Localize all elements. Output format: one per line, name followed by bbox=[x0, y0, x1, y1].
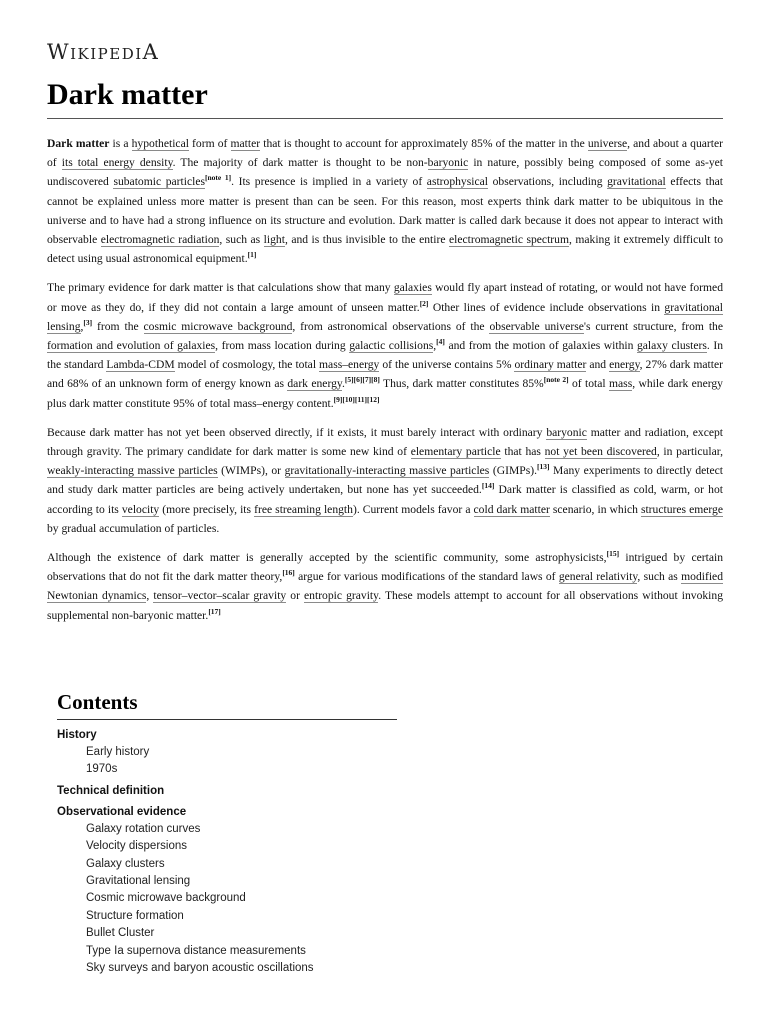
paragraph-3: Because dark matter has not yet been observed directly, if it exists, it must barely interact with ordinary baryonic matter and radiation, except through gravity. The primary candidate for dark matter is some new kind of elementary particle that has not yet been discovered, in particular, weakly-interacting massive particles (WIMPs), or gravitationally-interacting massive particles (GIMPs).[13] Many experiments to directly detect and study dark matter particles are being actively undertaken, but none has yet succeeded.[14] Dark matter is classified as cold, warm, or hot according to its velocity (more precisely, its free streaming length). Current models favor a cold dark matter scenario, in which structures emerge by gradual accumulation of particles. bbox=[47, 425, 724, 535]
link[interactable]: mass bbox=[609, 377, 633, 391]
toc-section-history[interactable] bbox=[57, 727, 397, 779]
toc-item[interactable]: Sky surveys and baryon acoustic oscillations bbox=[86, 962, 314, 975]
link[interactable]: general relativity bbox=[558, 570, 638, 584]
link[interactable]: galactic collisions bbox=[349, 339, 434, 353]
toc-list bbox=[57, 727, 397, 977]
link[interactable]: baryonic bbox=[546, 425, 587, 439]
link[interactable]: free streaming length bbox=[254, 502, 353, 516]
link[interactable]: galaxy clusters bbox=[636, 339, 707, 353]
link[interactable]: formation and evolution of galaxies bbox=[47, 339, 216, 353]
citation[interactable]: [3] bbox=[83, 317, 93, 327]
link[interactable]: structures emerge bbox=[640, 502, 723, 516]
paragraph-1: Dark matter is a hypothetical form of matter that is thought to account for approximately 85% of the matter in the universe, and about a quarter of its total energy density. The majority of dark matter is thought to be non-baryonic in nature, possibly being composed of some as-yet undiscovered subatomic particles[note 1]. Its presence is implied in a variety of astrophysical observations, including gravitational effects that cannot be explained unless more matter is present than can be seen. For this reason, most experts think dark matter to be ubiquitous in the universe and to have had a strong influence on its structure and evolution. Dark matter is called dark because it does not appear to interact with observable electromagnetic radiation, such as light, and is thus invisible to the entire electromagnetic spectrum, making it extremely difficult to detect using usual astronomical equipment.[1] bbox=[47, 137, 724, 266]
link[interactable]: tensor–vector–scalar gravity bbox=[153, 589, 287, 603]
toc-item[interactable]: Gravitational lensing bbox=[86, 875, 191, 888]
toc-item[interactable]: Velocity dispersions bbox=[86, 840, 187, 853]
table-of-contents bbox=[57, 690, 397, 977]
link[interactable]: gravitationally-interacting massive particles bbox=[284, 464, 490, 478]
link[interactable]: electromagnetic radiation bbox=[100, 233, 220, 247]
footnote[interactable]: [note 1] bbox=[204, 173, 232, 183]
link[interactable]: electromagnetic spectrum bbox=[448, 233, 569, 247]
link[interactable]: ordinary matter bbox=[514, 358, 587, 372]
citation[interactable]: [17] bbox=[208, 606, 221, 616]
link[interactable]: weakly-interacting massive particles bbox=[47, 464, 218, 478]
link[interactable]: gravitational lensing bbox=[47, 300, 723, 333]
toc-section-label[interactable]: Observational evidence bbox=[57, 805, 187, 818]
link[interactable]: universe bbox=[587, 137, 628, 150]
link[interactable]: Lambda-CDM bbox=[106, 358, 175, 372]
toc-item[interactable]: 1970s bbox=[86, 763, 118, 776]
paragraph-4: Although the existence of dark matter is generally accepted by the scientific community, some astrophysicists,[15] intrigued by certain observations that do not fit the dark matter theory,[16] argue for various modifications of the standard laws of general relativity, such as modified Newtonian dynamics, tensor–vector–scalar gravity or entropic gravity. These models attempt to account for all observations without invoking supplemental non-baryonic matter.[17] bbox=[47, 549, 723, 622]
toc-section-label[interactable]: Technical definition bbox=[57, 784, 165, 797]
logo-letters: IKIPEDI bbox=[70, 45, 143, 63]
paragraph-2: The primary evidence for dark matter is that calculations show that many galaxies would fly apart instead of rotating, or would not have formed or move as they do, if they did not contain a large amount of unseen matter.[2] Other lines of evidence include observations in gravitational lensing,[3] from the cosmic microwave background, from astronomical observations of the observable universe's current structure, from the formation and evolution of galaxies, from mass location during galactic collisions,[4] and from the motion of galaxies within galaxy clusters. In the standard Lambda-CDM model of cosmology, the total mass–energy of the universe contains 5% ordinary matter and energy, 27% dark matter and 68% of an unknown form of energy known as dark energy.[5][6][7][8] Thus, dark matter constitutes 85%[note 2] of total mass, while dark energy plus dark matter constitute 95% of total mass–energy content.[9][10][11][12] bbox=[47, 281, 723, 410]
logo-letter-w: W bbox=[47, 40, 71, 64]
page-title: Dark matter bbox=[47, 78, 208, 111]
link[interactable]: elementary particle bbox=[410, 445, 501, 459]
link[interactable]: velocity bbox=[121, 502, 160, 516]
link[interactable]: observable universe bbox=[489, 319, 584, 333]
citation[interactable]: [1] bbox=[247, 250, 257, 260]
link[interactable]: hypothetical bbox=[131, 137, 189, 150]
toc-section-technical-definition[interactable] bbox=[57, 783, 397, 800]
link[interactable]: subatomic particles bbox=[113, 175, 205, 189]
toc-item[interactable]: Early history bbox=[86, 746, 150, 758]
citation[interactable]: [15] bbox=[606, 549, 620, 559]
toc-item[interactable]: Galaxy rotation curves bbox=[86, 822, 201, 835]
link[interactable]: galaxies bbox=[393, 281, 432, 295]
link[interactable]: gravitational bbox=[607, 175, 666, 189]
title-divider bbox=[47, 118, 723, 119]
link[interactable]: matter bbox=[230, 137, 261, 150]
link[interactable]: not yet been discovered bbox=[544, 445, 657, 459]
link[interactable]: energy bbox=[609, 358, 640, 372]
link[interactable]: astrophysical bbox=[426, 175, 488, 189]
wikipedia-logo[interactable] bbox=[47, 40, 159, 64]
contents-heading: Contents bbox=[57, 690, 397, 720]
link[interactable]: its total energy density bbox=[61, 156, 173, 170]
link[interactable]: mass–energy bbox=[319, 358, 380, 372]
toc-section-label[interactable]: History bbox=[57, 729, 97, 741]
link[interactable]: light bbox=[263, 233, 285, 247]
citation[interactable]: [13] bbox=[537, 462, 550, 472]
toc-item[interactable]: Galaxy clusters bbox=[86, 857, 165, 870]
toc-section-observational-evidence[interactable] bbox=[57, 804, 397, 978]
logo-letter-a: A bbox=[142, 40, 160, 64]
toc-item[interactable]: Bullet Cluster bbox=[86, 927, 155, 940]
citation[interactable]: [2] bbox=[419, 298, 429, 308]
citation[interactable]: [9][10][11][12] bbox=[333, 394, 380, 404]
link[interactable]: dark energy bbox=[287, 377, 342, 391]
link[interactable]: entropic gravity bbox=[304, 589, 379, 603]
citation[interactable]: [14] bbox=[481, 481, 495, 491]
citation[interactable]: [4] bbox=[436, 337, 445, 347]
footnote[interactable]: [note 2] bbox=[543, 375, 569, 385]
link[interactable]: cold dark matter bbox=[473, 502, 550, 516]
link[interactable]: cosmic microwave background bbox=[143, 319, 293, 333]
toc-item[interactable]: Structure formation bbox=[86, 909, 184, 922]
link[interactable]: baryonic bbox=[427, 156, 469, 170]
toc-item[interactable]: Cosmic microwave background bbox=[86, 892, 246, 905]
toc-item[interactable]: Type Ia supernova distance measurements bbox=[86, 944, 306, 957]
citation[interactable]: [16] bbox=[282, 568, 295, 578]
link[interactable]: modified Newtonian dynamics bbox=[47, 570, 723, 603]
citation[interactable]: [5][6][7][8] bbox=[344, 375, 380, 385]
article-body bbox=[47, 134, 723, 635]
